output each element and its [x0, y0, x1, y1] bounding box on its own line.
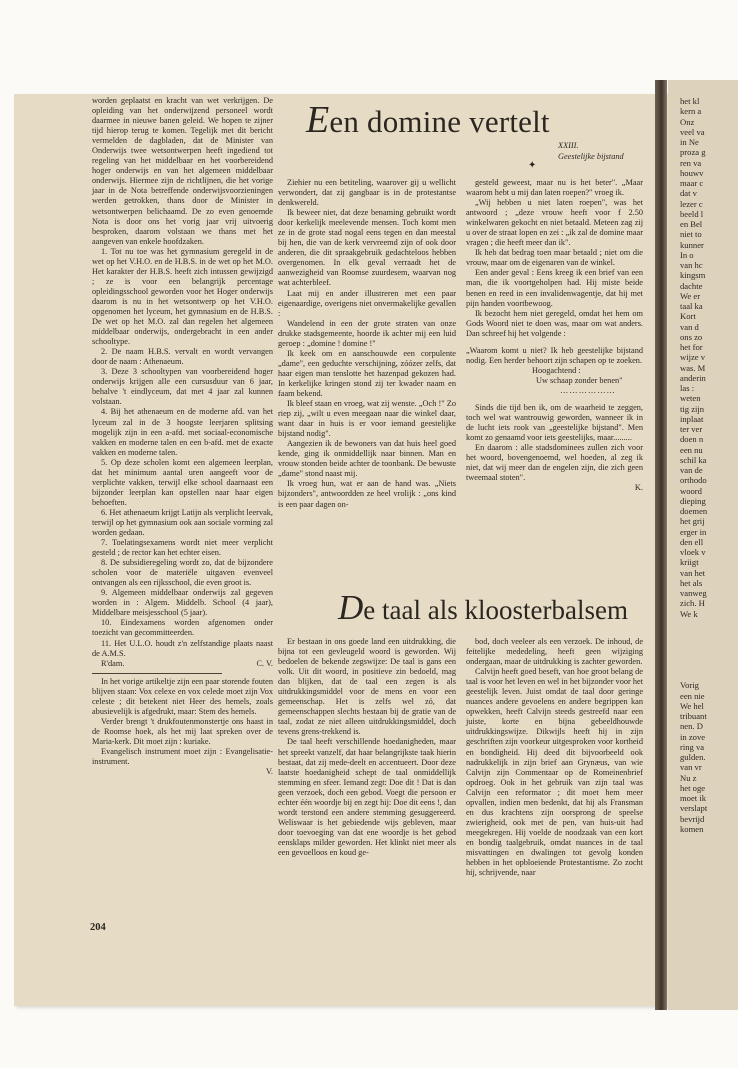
numbered-point: 7. Toelatingsexamens wordt niet meer verplicht gesteld ; de rector kan het echter eisen.: [92, 538, 273, 558]
text-fragment: We er: [680, 290, 701, 301]
text-fragment: nen. D: [680, 721, 703, 732]
paragraph: In het vorige artikeltje zijn een paar storende fouten blijven staan: Vox celexe en vox celede moet zijn Vox celeste ; dit betekent niet Heer des hemels, zoals abusievelijk is afgedrukt, maar: Stem des hemels.: [92, 676, 273, 716]
place-name: R'dam.: [101, 658, 125, 668]
paragraph: Verder brengt 't drukfoutenmonstertje ons haast in de Roomse hoek, als het mij laat spreken over de Maria-kerk. Dit moet zijn : kuriake.: [92, 716, 273, 746]
page-number: 204: [90, 922, 106, 933]
paragraph: Er bestaan in ons goede land een uitdrukking, die bijna tot een gevleugeld woord is geworden. Wij bedoelen de bekende zegswijze: De taal is gans een volk. Uit dit woord, in positieve zin bedoeld, mag dan blijken, dat de taal een zegen is als uitdrukkingsmiddel voor de mens en voor een gemeenschap. Het is zelfs wel zó, dat gemeenschappen slechts bestaan bij de gratie van de taal, zodat ze niet alleen uitdrukkingsmiddel, doch tevens grens-trekkend is.: [278, 637, 456, 737]
text-fragment: lezer c: [680, 198, 703, 209]
article2-title-rest: e taal als kloosterbalsem: [363, 595, 628, 625]
paragraph: En daarom : alle stadsdominees zullen zich voor het woord, bovengenoemd, wel hoeden, al zeg ik niet, dat wij meer dan de engelen zijn, die zich geen tweemaal stoten".: [466, 443, 643, 483]
series-number: XXIII.: [558, 141, 579, 150]
text-fragment: woord: [680, 485, 702, 496]
text-fragment: van de: [680, 465, 703, 475]
text-fragment: kunner: [680, 239, 704, 250]
numbered-point: 4. Bij het athenaeum en de moderne afd. van het lyceum zal in de 3 hoogste leerjaren splitsing mogelijk zijn in een a-afd. met sociaal-economische vakken en moderne talen en een b-afd. met de exacte vakken en moderne talen.: [92, 407, 273, 457]
text-fragment: niet to: [680, 229, 702, 240]
text-fragment: Nu z: [680, 772, 697, 783]
dotted-line: ………………: [560, 385, 616, 395]
text-fragment: vloek v: [680, 547, 706, 557]
text-fragment: beeld l: [680, 208, 704, 219]
text-fragment: vanweg: [680, 588, 707, 598]
signature-line: [466, 483, 643, 493]
text-fragment: veel va: [680, 126, 705, 137]
text-fragment: proza g: [680, 147, 706, 158]
letter-closing: Hoogachtend :: [532, 365, 581, 375]
left-column: [92, 96, 273, 777]
paragraph: Ziehier nu een betiteling, waarover gij u wellicht verwondert, dat zij gangbaar is in de protestantse denkwereld.: [278, 178, 456, 208]
numbered-point: 1. Tot nu toe was het gymnasium geregeld in de wet op het V.H.O. en de H.B.S. in de wet op het M.O. Het karakter der H.B.S. heeft zich intussen gewijzigd ; ze is voor een belangrijk percentage opleidingsschool geworden voor het Hoger onderwijs daarom is nu in het wetsontwerp op het V.H.O. opgenomen het lyceum, het gymnasium en de H.B.S. De wet op het M.O. zal dan regelen het algemeen middelbaar onderwijs, ondergebracht in een ander schooltype.: [92, 246, 273, 347]
text-fragment: las :: [680, 383, 695, 393]
text-fragment: maar c: [680, 178, 704, 188]
paragraph: Wandelend in een der grote straten van onze drukke stadsgemeente, hoorde ik achter mij een luid geroep : „domine ! domine !": [278, 318, 456, 348]
book-spine: [655, 80, 667, 1010]
numbered-point: 3. Deze 3 schooltypen van voorbereidend hoger onderwijs krijgen alle een cursusduur van 6 jaar, behalve 't eindlyceum, dat met 4 jaar zal kunnen volstaan.: [92, 367, 273, 407]
text-fragment: inplaat: [680, 413, 704, 424]
paragraph: Evangelisch instrument moet zijn : Evangelisatie-instrument.: [92, 747, 273, 767]
text-fragment: het kl: [680, 96, 700, 106]
text-fragment: weten: [680, 393, 701, 404]
numbered-point: 2. De naam H.B.S. vervalt en wordt vervangen door de naam : Athenaeum.: [92, 347, 273, 367]
text-fragment: [680, 650, 738, 660]
quoted-letter: [466, 346, 643, 396]
text-fragment: een nie: [680, 690, 705, 701]
text-fragment: van vr: [680, 762, 702, 773]
text-fragment: en Bel: [680, 219, 703, 229]
text-fragment: [680, 670, 738, 680]
paragraph: Een ander geval : Eens kreeg ik een brief van een man, die ik voortgeholpen had. Hij miste beide benen en reed in een invalidenwagentje, dat hij met pijn handen voortbewoog.: [466, 268, 643, 308]
paragraph: Aangezien ik de bewoners van dat huis heel goed kende, ging ik onmiddellijk naar binnen. Man en vrouw stonden beide achter de toonbank. De bewuste „dame" stond naast mij.: [278, 439, 456, 479]
text-fragment: het als: [680, 577, 703, 588]
paragraph: De taal heeft verschillende hoedanigheden, maar het spreekt vanzelf, dat haar belangrijkste taak hierin bestaat, dat zij mede-deelt en accentueert. Door deze laatste hoedanigheid schept de taal onmiddellijk stemming en sfeer. Iemand zegt: Doe dit ! Dat is dan geen verzoek, doch een gebod. Voegt die persoon er echter één woordje bij en zegt hij: Doe dit eens !, dan wordt terstond een andere stemming gesuggereerd. Weliswaar is het gebiedende wijs gebleven, maar door toevoeging van dat ene woordje is het gebod eensklaps milder geworden. Het klinkt niet meer als een gevoelloos en koud ge-: [278, 737, 456, 857]
text-fragment: Onz: [680, 116, 695, 127]
text-fragment: het for: [680, 342, 703, 352]
text-fragment: orthodo: [680, 475, 707, 486]
article2-title: [338, 588, 628, 628]
text-fragment: kingsm: [680, 270, 706, 281]
text-fragment: anderin: [680, 372, 706, 383]
article1-series: [558, 140, 624, 162]
text-fragment: doen n: [680, 434, 704, 445]
text-fragment: In o: [680, 249, 694, 260]
numbered-point: 5. Op deze scholen komt een algemeen leerplan, dat het minimum aantal uren aangeeft voor de verplichte vakken, terwijl elke school daarnaast een bijzonder leerplan kan opstellen naar haar eigen behoeften.: [92, 457, 273, 507]
text-fragment: was. M: [680, 362, 706, 373]
author-initials: K.: [634, 483, 643, 493]
numbered-point: 9. Algemeen middelbaar onderwijs zal gegeven worden in : Algem. Middelb. School (4 jaar), Middelbare meisjesschool (5 jaar).: [92, 588, 273, 618]
text-fragment: taal ka: [680, 301, 703, 311]
text-fragment: erger in: [680, 526, 707, 537]
text-fragment: We k: [680, 608, 698, 619]
signature-line: [92, 767, 273, 777]
text-fragment: verslapt: [680, 803, 708, 814]
text-fragment: van hc: [680, 260, 703, 270]
text-fragment: ring va: [680, 741, 705, 752]
text-fragment: tig zijn: [680, 403, 705, 414]
ornament-icon: ✦: [528, 160, 537, 171]
paragraph: Calvijn heeft goed beseft, van hoe groot belang de taal is voor het leven en wel in het bijzonder voor het geestelijk leven. Juist omdat de taal door geringe nuances andere gevoelens en andere begrippen kan opwekken, heeft Calvijn steeds gestreefd naar een juiste, korte en bijna gebeeldhouwde uitdrukkingswijze. Dikwijls heeft hij in zijn geschriften zijn voorkeur uitgesproken voor kortheid en bondigheid. Hij deed dit bijvoorbeeld ook nadrukkelijk in zijn brief aan Grynæus, van wie Calvijn zijn Commentaar op de Romeinenbrief opdroeg. Ook in het gebruik van zijn taal was Calvijn een reformator ; dit moet hem meer opvallen, indien men bedenkt, dat hij als Fransman en dus krachtens zijn oorsprong de speelse zwierigheid, ook met de pen, van huis-uit had meegekregen. Hij voelde de noodzaak van een kort en bondig taalgebruik, omdat nuances in de taal misvattingen en dwalingen tot gevolg konden hebben in het opbloeiende Protestantisme. Zo zocht hij, schrijvende, naar: [466, 667, 643, 878]
separator-rule: [92, 673, 222, 674]
article1-title: [306, 98, 550, 142]
text-fragment: den ell: [680, 536, 704, 547]
text-fragment: van het: [680, 567, 706, 578]
author-initials: V.: [266, 767, 273, 777]
text-fragment: bevrijd: [680, 813, 705, 824]
text-fragment: [680, 629, 738, 639]
text-fragment: Kort: [680, 311, 696, 322]
article2-column1: [278, 637, 456, 858]
paragraph: Laat mij en ander illustreren met een paar eigenaardige, overigens niet onvermakelijke gevallen :: [278, 288, 456, 318]
article1-title-rest: en domine vertelt: [329, 104, 550, 139]
text-fragment: [680, 660, 738, 670]
text-fragment: dat v: [680, 188, 697, 199]
next-page-text: [680, 96, 738, 834]
text-fragment: ons zo: [680, 331, 703, 342]
article1-title-initial: E: [306, 99, 330, 141]
paragraph: worden geplaatst en kracht van wet verkrijgen. De opleiding van het onderwijzend personeel wordt daarmee in nieuwe banen geleid. We hopen te zijner tijd hierop terug te komen. Tegelijk met dit bericht vermelden de dagbladen, dat de Minister van Onderwijs twee wetsontwerpen heeft ingediend tot regeling van het middelbaar en het voorbereidend hoger onderwijs en van het algemeen middelbaar onderwijs. Hiermee zijn de richtlijnen, die het vorige jaar in de Nota betreffende onderwijsvoorzieningen werden getrokken, thans door de Minister in wetsontwerpen belichaamd. De zo even genoemde Nota is door ons het vorig jaar vrij uitvoerig besproken, daarom volstaan we thans met het aangeven van enkele hoofdzaken.: [92, 96, 273, 246]
text-fragment: kriigt: [680, 557, 699, 568]
text-fragment: het oge: [680, 782, 706, 793]
signature-line: [92, 659, 273, 669]
author-initials: C. V.: [256, 658, 273, 668]
paragraph: gesteld geweest, maar nu is het beter". „Maar waarom hebt u mij dan laten roepen?" vroeg ik.: [466, 178, 643, 198]
text-fragment: wijze v: [680, 352, 706, 363]
text-fragment: We hel: [680, 700, 704, 711]
text-fragment: moet ik: [680, 793, 707, 803]
paragraph: Ik vroeg hun, wat er aan de hand was. „Niets bijzonders", antwoordden ze heel vrolijk : „ons kind is een paar dagen on-: [278, 479, 456, 509]
text-fragment: komen: [680, 823, 704, 834]
text-fragment: kern a: [680, 106, 702, 117]
text-fragment: in zove: [680, 731, 706, 742]
text-fragment: schil ka: [680, 454, 707, 465]
text-fragment: in Ne: [680, 137, 699, 147]
letter-signature: Uw schaap zonder benen": [536, 375, 623, 385]
letter-text: „Waarom komt u niet? Ik heb geestelijke bijstand nodig. Een herder behoort zijn schapen op te zoeken.: [466, 345, 643, 365]
numbered-point: 11. Het U.L.O. houdt z'n zelfstandige plaats naast de A.M.S.: [92, 638, 273, 658]
article2-column2: [466, 637, 643, 878]
paragraph: Ik bezocht hem niet geregeld, omdat het hem om Gods Woord niet te doen was, maar om wat anders. Dan schreef hij het volgende :: [466, 308, 643, 338]
article1-column1: [278, 178, 456, 510]
text-fragment: [680, 619, 738, 629]
paragraph: „Wij hebben u niet laten roepen", was het antwoord ; „deze vrouw heeft voor f 2.50 winkelwaren gekocht en niet betaald. Meteen zag zij u over de straat lopen en zei : „ik zal de domine maar vragen ; die heeft meer dan ik".: [466, 198, 643, 248]
text-fragment: doemen: [680, 506, 708, 516]
text-fragment: Vorig: [680, 680, 699, 691]
text-fragment: dieping: [680, 495, 706, 506]
text-fragment: een nu: [680, 444, 703, 455]
paragraph: Sinds die tijd ben ik, om de waarheid te zeggen, toch wel wat wantrouwig geworden, wanneer ik in de lucht iets rook van „geestelijke bijstand". Men komt zo genaamd voor iets geestelijks, maar.........: [466, 402, 643, 443]
text-fragment: zich. H: [680, 598, 705, 609]
numbered-point: 10. Eindexamens worden afgenomen onder toezicht van gecommitteerden.: [92, 618, 273, 638]
text-fragment: houwv: [680, 167, 704, 178]
article2-title-initial: D: [338, 588, 364, 627]
paragraph: Ik keek om en aanschouwde een corpulente „dame", een geduchte verschijning, zóózer zelfs, dat haar eigen man tenslotte het hazenpad gekozen had. In kerkelijke kringen stond zij ter kwader naam en faam bekend.: [278, 348, 456, 398]
paragraph: Ik heb dat bedrag toen maar betaald ; niet om die vrouw, maar om de eigenaren van de winkel.: [466, 248, 643, 268]
paragraph: bod, doch veeleer als een verzoek. De inhoud, de feitelijke mededeling, heeft geen wijziging ondergaan, maar de uitdrukking is zachter geworden.: [466, 637, 643, 667]
numbered-point: 6. Het athenaeum krijgt Latijn als verplicht leervak, terwijl op het gymnasium ook aan sociale vorming zal worden gedaan.: [92, 507, 273, 538]
text-fragment: gulden.: [680, 752, 706, 762]
text-fragment: van d: [680, 321, 699, 332]
series-title: Geestelijke bijstand: [558, 152, 624, 161]
text-fragment: dachte: [680, 280, 703, 291]
text-fragment: het grij: [680, 516, 705, 527]
text-fragment: ren va: [680, 157, 702, 168]
numbered-point: 8. De subsidieregeling wordt zo, dat de bijzondere scholen voor de materiële uitgaven evenveel ontvangen als een rijksschool, die even groot is.: [92, 558, 273, 588]
text-fragment: ter ver: [680, 424, 703, 434]
next-page-edge: [668, 80, 738, 1010]
paragraph: Ik beweer niet, dat deze benaming gebruikt wordt door kerkelijk meelevende mensen. Toch komt men ze in de grote stad nogal eens tegen en dan meestal bij hen, die van de kerk vervreemd zijn of ook door anderen, die dit spraakgebruik gedachteloos hebben overgenomen. In elk geval verraadt het de aanwezigheid van Roomse zuurdesem, waarvan nog wat achterbleef.: [278, 208, 456, 288]
text-fragment: tribuant: [680, 711, 707, 721]
paragraph: Ik bleef staan en vroeg, wat zij wenste. „Och !" Zo riep zij, „wilt u even meegaan naar die winkel daar, want daar in huis is er voor iemand geestelijke bijstand nodig".: [278, 399, 456, 439]
article1-column2: [466, 178, 643, 493]
text-fragment: [680, 639, 738, 649]
